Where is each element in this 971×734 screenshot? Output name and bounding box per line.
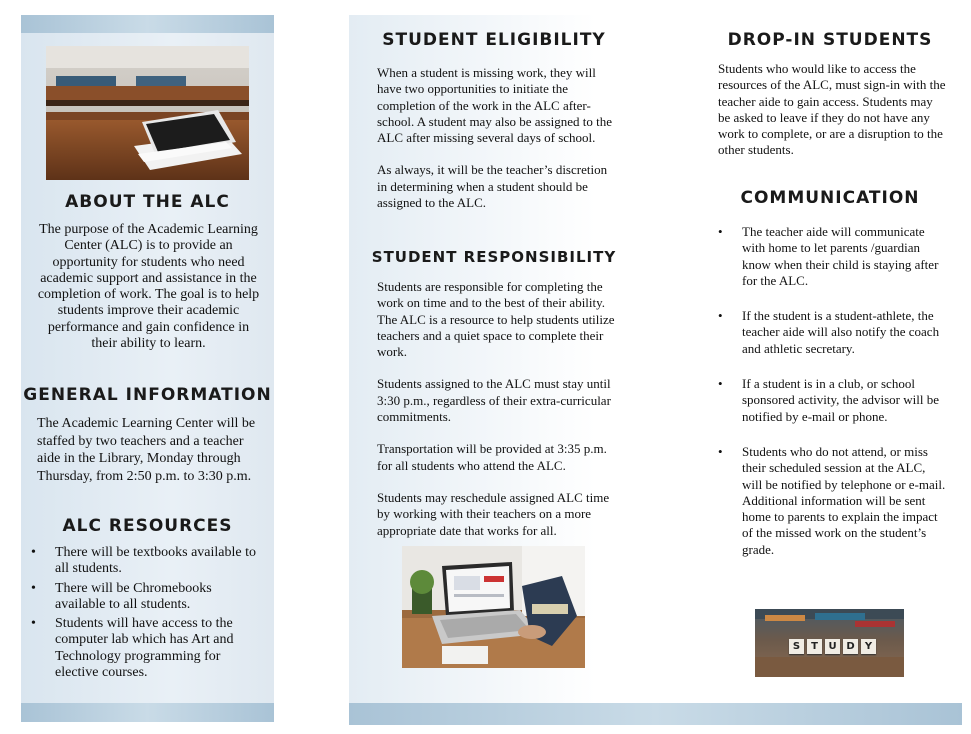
general-heading: GENERAL INFORMATION (23, 385, 272, 405)
left-top-bar (21, 15, 274, 33)
responsibility-body (377, 279, 615, 555)
study-tile: D (843, 639, 858, 654)
eligibility-body (377, 65, 615, 227)
resource-item: • There will be Chromebooks available to all students. (31, 581, 263, 614)
general-body: The Academic Learning Center will be staffed by two teachers and a teacher aide in the Library, Monday through Thursday, from 2:50 p.m. to 3:30 p.m. (37, 416, 256, 484)
resource-item: • Students will have access to the computer lab which has Art and Technology programming for elective courses. (31, 616, 263, 681)
left-bottom-bar (21, 703, 274, 722)
laptop-photo (402, 546, 585, 668)
responsibility-paragraph: Students may reschedule assigned ALC time by working with their teachers on a more appropriate date that works for all. (377, 489, 610, 538)
communication-list (718, 224, 946, 558)
about-heading: ABOUT THE ALC (65, 192, 230, 212)
classroom-desk-photo (46, 46, 249, 180)
communication-heading: COMMUNICATION (740, 188, 920, 208)
communication-item: • If a student is in a club, or school sponsored activity, the advisor will be notified by e-mail or phone. (718, 376, 946, 425)
study-tile: S (789, 639, 804, 654)
communication-item: • If the student is a student-athlete, the teacher aide will also notify the coach and athletic secretary. (718, 308, 946, 357)
study-tiles-photo (755, 609, 904, 677)
study-tile: U (825, 639, 840, 654)
responsibility-paragraph: Students assigned to the ALC must stay until 3:30 p.m., regardless of their extra-curricular commitments. (377, 376, 611, 425)
resources-heading: ALC RESOURCES (62, 516, 233, 536)
eligibility-paragraph: As always, it will be the teacher’s discretion in determining when a student should be assigned to the ALC. (377, 162, 608, 211)
resources-list (31, 545, 263, 681)
dropin-heading: DROP-IN STUDENTS (727, 30, 933, 50)
responsibility-paragraph: Students are responsible for completing the work on time and to the best of their ability. The ALC is a resource to help students utilize teachers and a quiet space to complete their work. (377, 279, 615, 360)
study-tile: T (807, 639, 822, 654)
study-tile: Y (861, 639, 876, 654)
resource-item: • There will be textbooks available to all students. (31, 545, 263, 578)
eligibility-heading: STUDENT ELIGIBILITY (382, 30, 606, 50)
eligibility-paragraph: When a student is missing work, they will have two opportunities to initiate the completion of the work in the ALC after-school. A student may also be assigned to the ALC after missing several days of school. (377, 65, 613, 146)
communication-item: • The teacher aide will communicate with home to let parents /guardian know when their child is staying after for the ALC. (718, 224, 946, 289)
right-bottom-bar (349, 703, 962, 725)
about-body: The purpose of the Academic Learning Center (ALC) is to provide an opportunity for students who need academic support and assistance in the completion of work. The goal is to help students improve their academic performance and gain confidence in their ability to learn. (37, 222, 260, 352)
responsibility-heading: STUDENT RESPONSIBILITY (371, 248, 617, 266)
communication-item: • Students who do not attend, or miss their scheduled session at the ALC, will be notified by telephone or e-mail. Additional information will be sent home to parents to explain the impact of the missed work on the student’s grade. (718, 444, 946, 558)
responsibility-paragraph: Transportation will be provided at 3:35 p.m. for all students who attend the ALC. (377, 441, 607, 473)
dropin-body: Students who would like to access the resources of the ALC, must sign-in with the teacher aide to gain access. Students may be asked to leave if they do not have any work to complete, or are a disruption to the other students. (718, 61, 946, 158)
